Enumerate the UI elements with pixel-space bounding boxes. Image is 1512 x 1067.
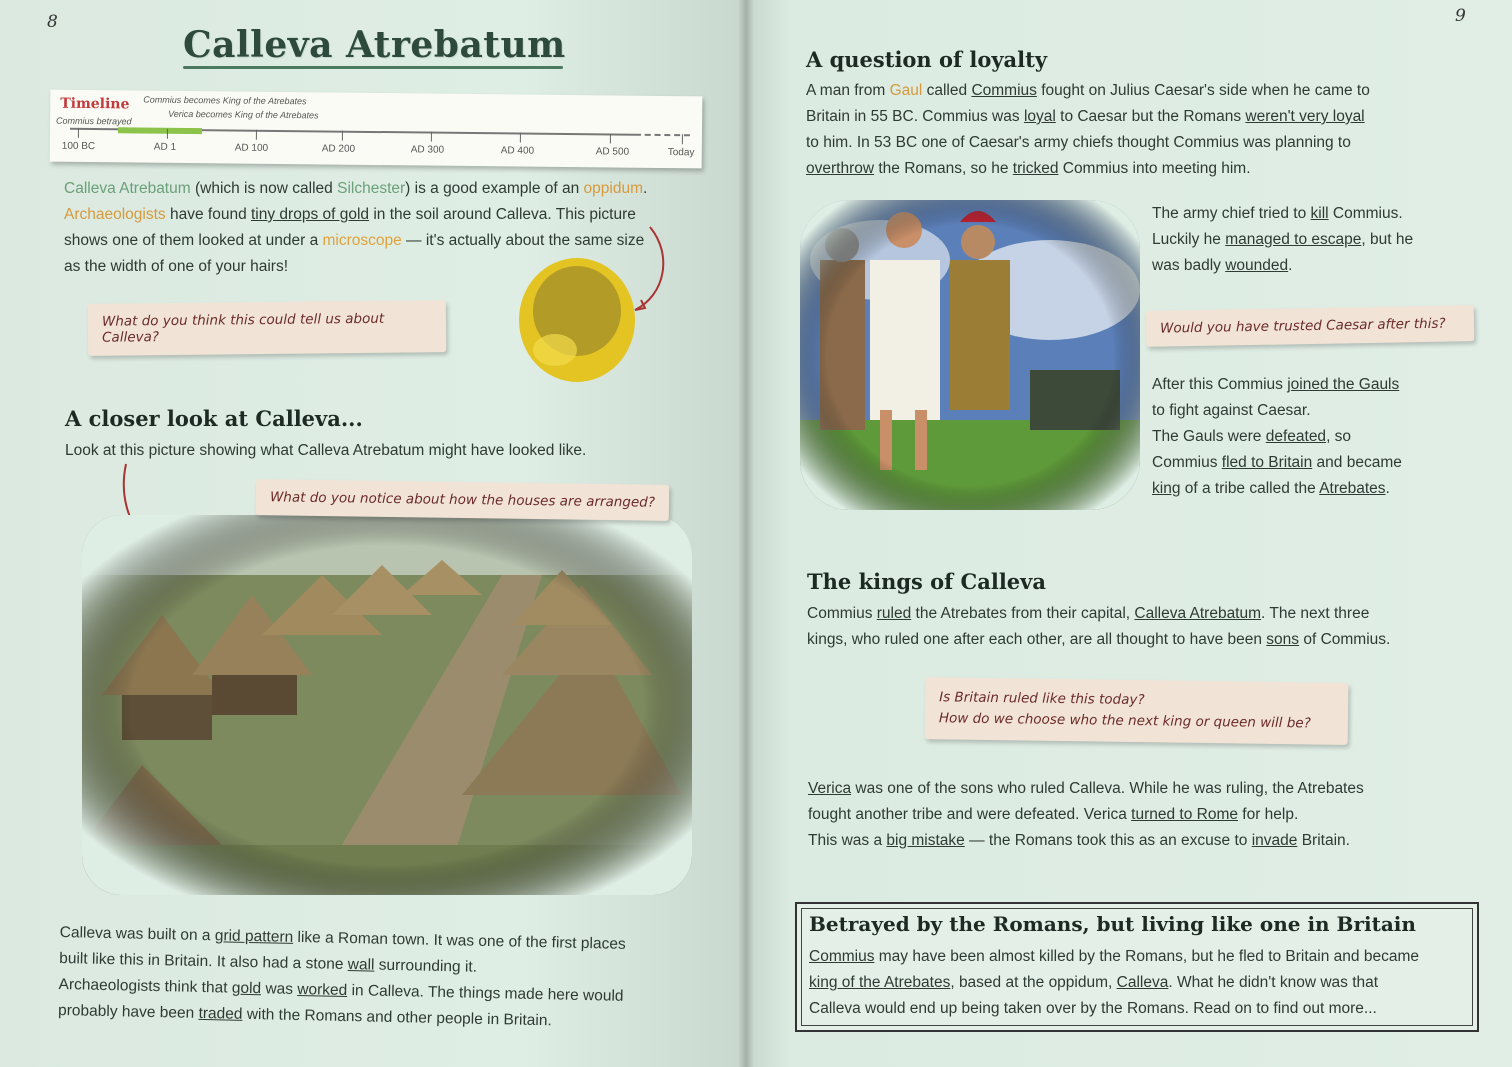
text-run: . What he didn't know was that [1168,974,1379,991]
text-run: Commius [807,605,877,622]
term-traded: traded [198,1004,243,1023]
term-king-of-the-atrebates: king of the Atrebates [809,974,951,991]
army-line-1 [1152,201,1452,227]
term-calleva: Calleva [1116,974,1169,991]
after-line-4 [1152,450,1452,476]
kings-line-1 [807,601,1457,627]
text-run: like a Roman town. It was one of the first places [293,928,626,953]
text-run: Commius into meeting him. [1058,160,1251,177]
heading-kings-of-calleva: The kings of Calleva [807,569,1046,594]
term-kill: kill [1310,205,1329,222]
timeline-tick [520,133,521,143]
page-number-left: 8 [47,12,58,32]
timeline-tick [682,134,683,144]
note-calleva-question: What do you think this could tell us about Calleva? [88,300,447,356]
timeline-label: AD 1 [153,141,177,153]
term-commius: Commius [971,82,1037,99]
note-houses-question: What do you notice about how the houses are arranged? [256,479,669,521]
title-underline [183,66,563,69]
timeline-label: AD 400 [500,145,535,157]
text-run: for help. [1237,806,1299,823]
text-run: Commius [1152,454,1222,471]
timeline-label: 100 BC [61,140,96,153]
term-gold: gold [231,979,262,998]
timeline-tick [342,131,343,141]
term-turned-to-rome: turned to Rome [1131,806,1238,823]
term-oppidum: oppidum [583,180,643,197]
loyalty-line-3 [806,130,1446,156]
text-run: was [260,980,298,998]
term-werent-very-loyal: weren't very loyal [1245,108,1365,125]
term-king: king [1152,480,1181,497]
text-run: called [922,82,972,99]
timeline-note-verica-king: Verica becomes King of the Atrebates [168,108,319,121]
term-commius: Commius [809,948,875,965]
summary-heading: Betrayed by the Romans, but living like one in Britain [809,912,1416,936]
verica-line-1 [808,776,1458,802]
kings-line-2 [807,627,1457,653]
term-fled-to-britain: fled to Britain [1221,454,1313,471]
term-wounded: wounded [1225,257,1289,274]
term-invade: invade [1251,832,1298,849]
page-number-right: 9 [1455,6,1466,26]
text-run: the Atrebates from their capital, [911,605,1135,622]
after-line-3 [1152,424,1452,450]
term-worked: worked [297,980,348,1000]
commius-scene [800,200,1140,510]
gold-drop-image [515,215,680,390]
text-run: (which is now called [190,180,338,197]
loyalty-paragraph [806,78,1446,182]
left-page [0,0,745,1067]
note-britain-line-1: Is Britain ruled like this today? [939,689,1145,709]
note-trusted-caesar: Would you have trusted Caesar after this? [1146,305,1475,347]
text-run: Britain. [1297,832,1350,849]
text-run: fought another tribe and were defeated. Verica [808,806,1132,823]
army-line-3 [1152,253,1452,279]
text-run: This was a [808,832,887,849]
text-run: — it's actually about the same size [401,232,645,249]
text-run: After this Commius [1152,376,1288,393]
text-run: The army chief tried to [1152,205,1311,222]
summary-box [795,902,1479,1032]
text-run: The Gauls were [1152,428,1266,445]
after-line-5 [1152,476,1452,502]
timeline-tick [78,128,79,138]
term-tricked: tricked [1012,160,1059,177]
text-run: was badly [1152,257,1226,274]
verica-line-2 [808,802,1458,828]
text-run: of a tribe called the [1180,480,1320,497]
loyalty-line-2 [806,104,1446,130]
term-atrebates: Atrebates [1319,480,1386,497]
after-line-1 [1152,372,1452,398]
timeline-tick [167,129,168,139]
text-run: to Caesar but the Romans [1055,108,1246,125]
text-run: Calleva was built on a [59,923,215,945]
timeline-label: AD 100 [234,142,269,154]
after-paragraph [1152,372,1452,502]
intro-line-1 [64,176,664,202]
timeline-tick [256,130,257,140]
text-run: as the width of one of your hairs! [64,258,289,275]
timeline-label: AD 300 [410,144,445,156]
kings-paragraph [807,601,1457,653]
text-run: surrounding it. [374,956,478,976]
term-calleva-atrebatum: Calleva Atrebatum [1134,605,1262,622]
text-run: in the soil around Calleva. This picture [369,206,636,223]
text-run: . [1385,480,1390,497]
term-sons: sons [1266,631,1300,648]
loyalty-line-4 [806,156,1446,182]
text-run: ) is a good example of an [405,180,584,197]
term-calleva: Calleva Atrebatum [64,180,191,197]
loyalty-line-1 [806,78,1446,104]
section-intro: Look at this picture showing what Calleva Atrebatum might have looked like. [65,442,587,459]
text-run: Archaeologists think that [58,975,232,997]
timeline-note-commius-king: Commius becomes King of the Atrebates [143,94,307,107]
timeline-note-commius-betrayed: Commius betrayed [56,115,132,127]
text-run: , so [1326,428,1352,445]
text-run: and became [1312,454,1402,471]
term-loyal: loyal [1023,108,1056,125]
text-run: . The next three [1261,605,1370,622]
summary-line-3 [809,996,1469,1022]
term-tiny-drops: tiny drops of gold [251,206,370,223]
text-run: fought on Julius Caesar's side when he came to [1036,82,1370,99]
text-run: shows one of them looked at under a [64,232,323,249]
closing-paragraph [58,920,680,1037]
text-run: Commius. [1328,205,1403,222]
summary-paragraph [809,944,1469,1022]
verica-paragraph [808,776,1458,854]
term-big-mistake: big mistake [886,832,965,849]
section-heading-closer-look: A closer look at Calleva... [65,406,363,431]
pointer-arrow [635,227,663,310]
term-wall: wall [347,956,375,974]
term-silchester: Silchester [337,180,406,197]
term-managed-to-escape: managed to escape [1225,231,1362,248]
term-grid-pattern: grid pattern [214,927,294,946]
text-run: in Calleva. The things made here would [347,982,624,1005]
page-title: Calleva Atrebatum [183,24,566,66]
text-run: have found [165,206,251,223]
text-run: . [1288,257,1293,274]
text-run: kings, who ruled one after each other, are all thought to have been [807,631,1267,648]
text-run: built like this in Britain. It also had a stone [59,949,348,974]
timeline-heading: Timeline [60,95,130,113]
gold-drop-highlight [533,334,577,366]
verica-line-3 [808,828,1458,854]
timeline-label: AD 200 [321,143,356,155]
text-run: the Romans, so he [874,160,1013,177]
army-chief-paragraph [1152,201,1452,279]
village-scene [82,515,692,895]
summary-line-1 [809,944,1469,970]
text-run: may have been almost killed by the Romans, but he fled to Britain and became [874,948,1419,965]
term-joined-the-gauls: joined the Gauls [1287,376,1400,393]
term-ruled: ruled [876,605,912,622]
timeline-highlight [118,127,202,134]
book-gutter [738,0,754,1067]
heading-question-of-loyalty: A question of loyalty [806,47,1048,72]
summary-line-2 [809,970,1469,996]
term-archaeologists: Archaeologists [64,206,166,223]
commius-illustration [800,200,1140,510]
text-run: , based at the oppidum, [950,974,1117,991]
timeline-tick [610,133,611,143]
text-run: to him. In 53 BC one of Caesar's army chiefs thought Commius was planning to [806,134,1351,151]
term-overthrow: overthrow [806,160,875,177]
after-line-2 [1152,398,1452,424]
text-run: was one of the sons who ruled Calleva. While he was ruling, the Atrebates [851,780,1364,797]
timeline [50,90,703,169]
timeline-label: Today [667,147,695,159]
text-run: Britain in 55 BC. Commius was [806,108,1024,125]
calleva-village-illustration [82,515,692,895]
term-verica: Verica [808,780,852,797]
text-run: — the Romans took this as an excuse to [964,832,1252,849]
text-run: of Commius. [1299,631,1391,648]
text-run: probably have been [57,1001,199,1022]
army-line-2 [1152,227,1452,253]
term-gaul: Gaul [889,82,923,99]
text-run: . [643,180,648,197]
timeline-tick [431,132,432,142]
text-run: to fight against Caesar. [1152,402,1311,419]
note-britain-ruled [925,677,1349,745]
term-defeated: defeated [1265,428,1327,445]
text-run: , but he [1361,231,1414,248]
text-run: with the Romans and other people in Britain. [242,1005,552,1030]
text-run: Calleva would end up being taken over by the Romans. Read on to find out more... [809,1000,1377,1017]
term-microscope: microscope [322,232,402,249]
text-run: A man from [806,82,890,99]
note-britain-line-2: How do we choose who the next king or queen will be? [938,710,1311,732]
timeline-label: AD 500 [595,146,630,158]
text-run: Luckily he [1152,231,1226,248]
